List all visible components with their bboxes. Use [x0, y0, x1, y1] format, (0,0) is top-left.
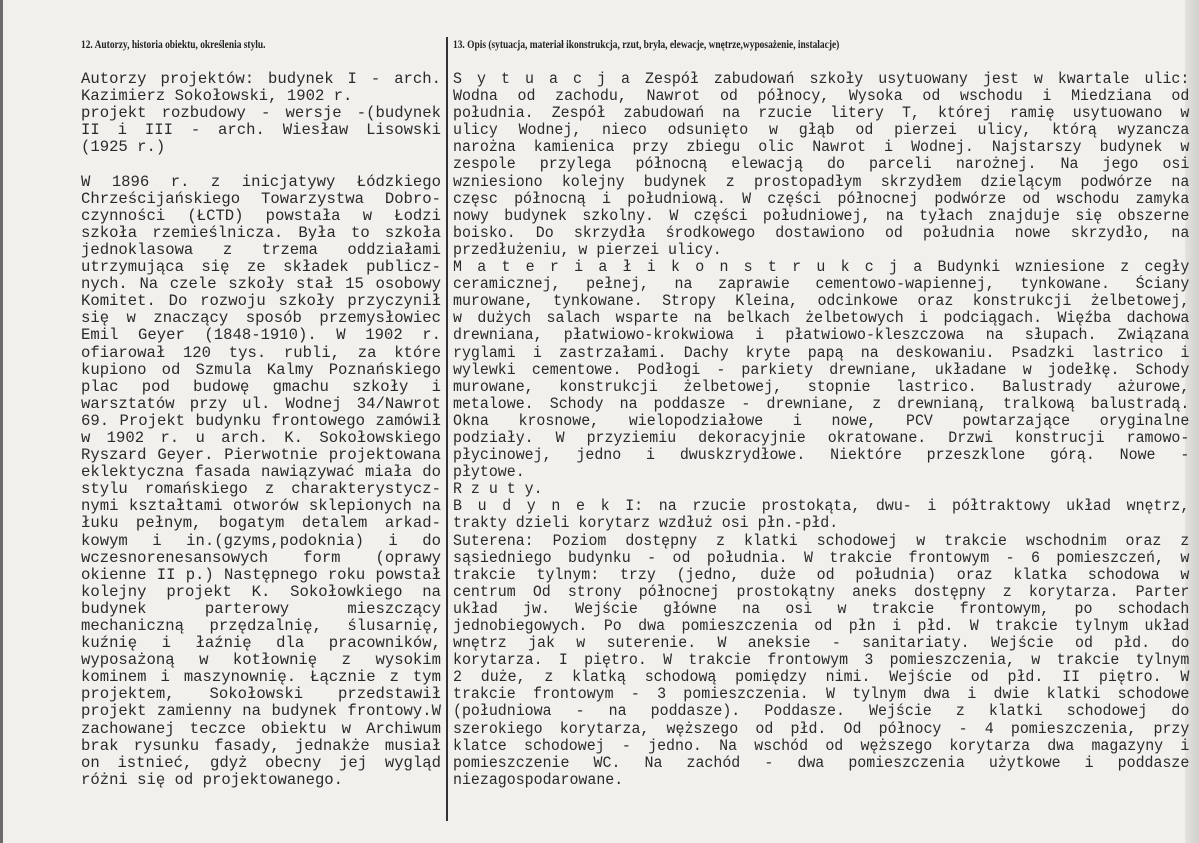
text-line: eklektyczna fasada nawiązywać miała do	[81, 463, 441, 482]
text-line: w 1902 r. u arch. K. Sokołowskiego	[81, 428, 441, 447]
text-line: wyposażoną w kotłownię z wysokim	[81, 651, 441, 670]
paragraph	[453, 259, 1190, 481]
text-line: klatce schodowej - jedno. Na wschód od węższego korytarza dwa magazyny i	[453, 736, 1190, 755]
text-line: Komitet. Do rozwoju szkoły przyczynił	[81, 292, 441, 311]
text-line: zespole przylega północną elewacją do parceli narożnej. Na jego osi	[453, 155, 1190, 174]
text-line: on istnieć, gdyż obecny jej wygląd	[81, 753, 441, 772]
text-line: metalowe. Schody na poddasze - drewniane, z drewnianą, tralkową balustradą.	[453, 394, 1190, 413]
text-line: czynności (ŁCTD) powstała w Łodzi	[81, 206, 441, 225]
text-line: ceramicznej, pełnej, na zaprawie cementowo-wapiennej, tynkowane. Ściany	[453, 275, 1190, 294]
text-line: stylu romańskiego z charakterystycz-	[81, 480, 441, 499]
text-line: 2 duże, z klatką schodową pomiędzy nimi. Wejście od płd. II piętro. W	[453, 668, 1190, 687]
text-line: kominem i maszynownię. Łącznie z tym	[81, 668, 441, 687]
text-line: płytowe.	[453, 463, 525, 482]
text-line: układ jw. Wejście główne na osi w trakcie frontowym, po schodach	[453, 599, 1190, 618]
text-line: centrum Od strony północnej prostokątny aneks dostępny z korytarza. Parter	[453, 582, 1190, 601]
text-line: trakcie tylnym: trzy (jedno, duże od południa) oraz klatka schodowa w	[453, 565, 1190, 584]
text-line: B u d y n e k I: na rzucie prostokąta, dwu- i półtraktowy układ wnętrz,	[453, 497, 1190, 516]
text-line: (południowa - na poddasze). Poddasze. Wejście z klatki schodowej do	[453, 702, 1190, 721]
text-line: szerokiego korytarza, węższego od płd. Od północy - 4 pomieszczenia, przy	[453, 719, 1190, 738]
text-line: płycinowej, jedno i dwuskzrydłowe. Niektóre przeszklone górą. Nowe -	[453, 446, 1190, 465]
paragraph	[453, 533, 1190, 789]
text-line: wzniesiono kolejny budynek z prostopadłym skrzydłem dzielącym podwórze na	[453, 172, 1190, 191]
text-line: łuku pełnym, bogatym detalem arkad-	[81, 514, 441, 533]
text-line: wylewki cementowe. Podłogi - parkiety drewniane, układane w jodełkę. Schody	[453, 360, 1190, 379]
paragraph	[453, 481, 1190, 498]
text-line: trakcie frontowym - 3 pomieszczenia. W tylnym dwa i dwie klatki schodowe	[453, 685, 1190, 704]
text-line: plac pod budowę gmachu szkoły i	[81, 377, 441, 396]
text-line: Okna krosnowe, wielopodziałowe i nowe, PCV powtarzające oryginalne	[453, 411, 1190, 430]
text-line: wnętrz jak w suterenie. W aneksie - sanitariaty. Wejście od płd. do	[453, 634, 1190, 653]
text-line: nowy budynek szkolny. W części południowej, na tyłach znajduje się obszerne	[453, 206, 1190, 225]
text-line: trakty dzieli korytarz wzdłuż osi płn.-płd.	[453, 514, 839, 533]
text-line: różni się od projektowanego.	[81, 770, 344, 789]
text-line: korytarza. I piętro. W trakcie frontowym 3 pomieszczenia, w trakcie tylnym	[453, 651, 1190, 670]
paragraph	[81, 174, 441, 789]
text-line: W 1896 r. z inicjatywy Łódzkiego	[81, 172, 441, 191]
text-line: Wodna od zachodu, Nawrot od północy, Wysoka od wschodu i Miedziana od	[453, 87, 1190, 106]
text-line: przedłużeniu, w pierzei ulicy.	[453, 240, 722, 259]
paragraph	[81, 105, 441, 156]
text-line: Chrześcijańskiego Towarzystwa Dobro-	[81, 189, 441, 208]
text-line: budynek parterowy mieszczący	[81, 599, 441, 618]
paragraph	[453, 71, 1190, 259]
paragraph	[81, 71, 441, 105]
text-line: niezagospodarowane.	[453, 770, 624, 789]
text-line: częsc północną i południową. W części północnej podwórze od wschodu zamyka	[453, 189, 1190, 208]
text-line: szkoła rzemieślnicza. Była to szkoła	[81, 223, 441, 242]
text-line: II i III - arch. Wiesław Lisowski	[81, 121, 441, 140]
text-line: boisko. Do skrzydła środkowego dostawiono od południa nowe skrzydło, na	[453, 223, 1190, 242]
text-line: kupiono od Szmula Kalmy Poznańskiego	[81, 360, 441, 379]
text-line: projektem, Sokołowski przedstawił	[81, 685, 441, 704]
text-line: murowane, konstrukcji żelbetowej, stopnie lastrico. Balustrady ażurowe,	[453, 377, 1190, 396]
text-line: Emil Geyer (1848-1910). W 1902 r.	[81, 326, 441, 345]
text-line: się w znaczący sposób przemysłowiec	[81, 309, 441, 328]
text-line: Ryszard Geyer. Pierwotnie projektowana	[81, 446, 441, 465]
text-line: w dużych salach wsparte na belkach żelbetowych i podciągach. Więźba dachowa	[453, 309, 1190, 328]
text-line: kolejny projekt K. Sokołowkiego na	[81, 582, 441, 601]
text-line: mechaniczną przędzalnię, ślusarnię,	[81, 617, 441, 635]
blank-line	[81, 156, 441, 173]
text-line: R z u t y.	[453, 480, 543, 499]
text-line: pomieszczenie WC. Na zachód - dwa pomieszczenia użytkowe i poddasze	[453, 753, 1190, 772]
text-line: brak rysunku fasady, jednakże musiał	[81, 736, 441, 755]
text-line: projekt rozbudowy - wersje -(budynek	[81, 104, 441, 123]
text-line: kowym i in.(gzyms,podoknia) i do	[81, 531, 441, 550]
text-line: utrzymująca się ze składek publicz-	[81, 258, 441, 277]
text-line: sąsiedniego budynku - od południa. W trakcie frontowym - 6 pomieszczeń, w	[453, 548, 1190, 567]
text-line: jednobiegowych. Po dwa pomieszczenia od płn i płd. W trakcie tylnym układ	[453, 617, 1190, 635]
text-line: kuźnię i łaźnię dla pracowników,	[81, 634, 441, 653]
text-line: S y t u a c j a Zespół zabudowań szkoły usytuowany jest w kwartale ulic:	[453, 70, 1190, 88]
text-line: ofiarował 120 tys. rubli, za które	[81, 343, 441, 362]
column-divider	[446, 37, 448, 821]
text-line: ryglami i zastrzałami. Dachy kryte papą na deskowaniu. Psadzki lastrico i	[453, 343, 1190, 362]
text-line: 69. Projekt budynku frontowego zamówił	[81, 411, 441, 430]
text-line: wczesnorenesansowych form (oprawy	[81, 548, 441, 567]
text-line: jednoklasowa z trzema oddziałami	[81, 240, 441, 259]
text-line: południa. Zespół zabudowań na rzucie litery T, której ramię usytuowano w	[453, 104, 1190, 123]
text-line: Autorzy projektów: budynek I - arch.	[81, 70, 441, 88]
text-line: Suterena: Poziom dostępny z klatki schodowej w trakcie wschodnim oraz z	[453, 531, 1190, 550]
description-column	[453, 71, 1190, 789]
text-line: podziały. W przyziemiu dekoracyjnie okratowane. Drzwi konstrucji ramowo-	[453, 428, 1190, 447]
text-line: zachowanej teczce obiektu w Archiwum	[81, 719, 441, 738]
text-line: Kazimierz Sokołowski, 1902 r.	[81, 87, 353, 106]
paragraph	[453, 498, 1190, 532]
text-line: ulicy Wodnej, nieco odsunięto w głąb od pierzei ulicy, którą wyzancza	[453, 121, 1190, 140]
scan-left-edge	[0, 0, 3, 843]
text-line: narożna kamienica przy zbiegu olic Nawrot i Wodnej. Najstarszy budynek w	[453, 138, 1190, 157]
text-line: M a t e r i a ł i k o n s t r u k c j a Budynki wzniesione z cegły	[453, 258, 1190, 277]
text-line: drewniana, płatwiowo-krokwiowa i płatwiowo-kleszczowa na słupach. Związana	[453, 326, 1190, 345]
text-line: murowane, tynkowane. Stropy Kleina, odcinkowe oraz konstrukcji żelbetowej,	[453, 292, 1190, 311]
text-line: nymi kształtami otworów sklepionych na	[81, 497, 441, 516]
text-line: okienne II p.) Następnego roku powstał	[81, 565, 441, 584]
authors-history-column	[81, 71, 441, 789]
text-line: nych. Na czele szkoły stał 15 osobowy	[81, 275, 441, 294]
text-line: projekt zamienny na budynek frontowy.W	[81, 702, 441, 721]
text-line: warsztatów przy ul. Wodnej 34/Nawrot	[81, 394, 441, 413]
section-13-header: 13. Opis (sytuacja, materiał ikonstrukcja, rzut, bryła, elewacje, wnętrze,wyposażenie, instalacje)	[453, 39, 840, 51]
text-line: (1925 r.)	[81, 138, 166, 157]
section-12-header: 12. Autorzy, historia obiektu, określenia stylu.	[81, 39, 266, 51]
